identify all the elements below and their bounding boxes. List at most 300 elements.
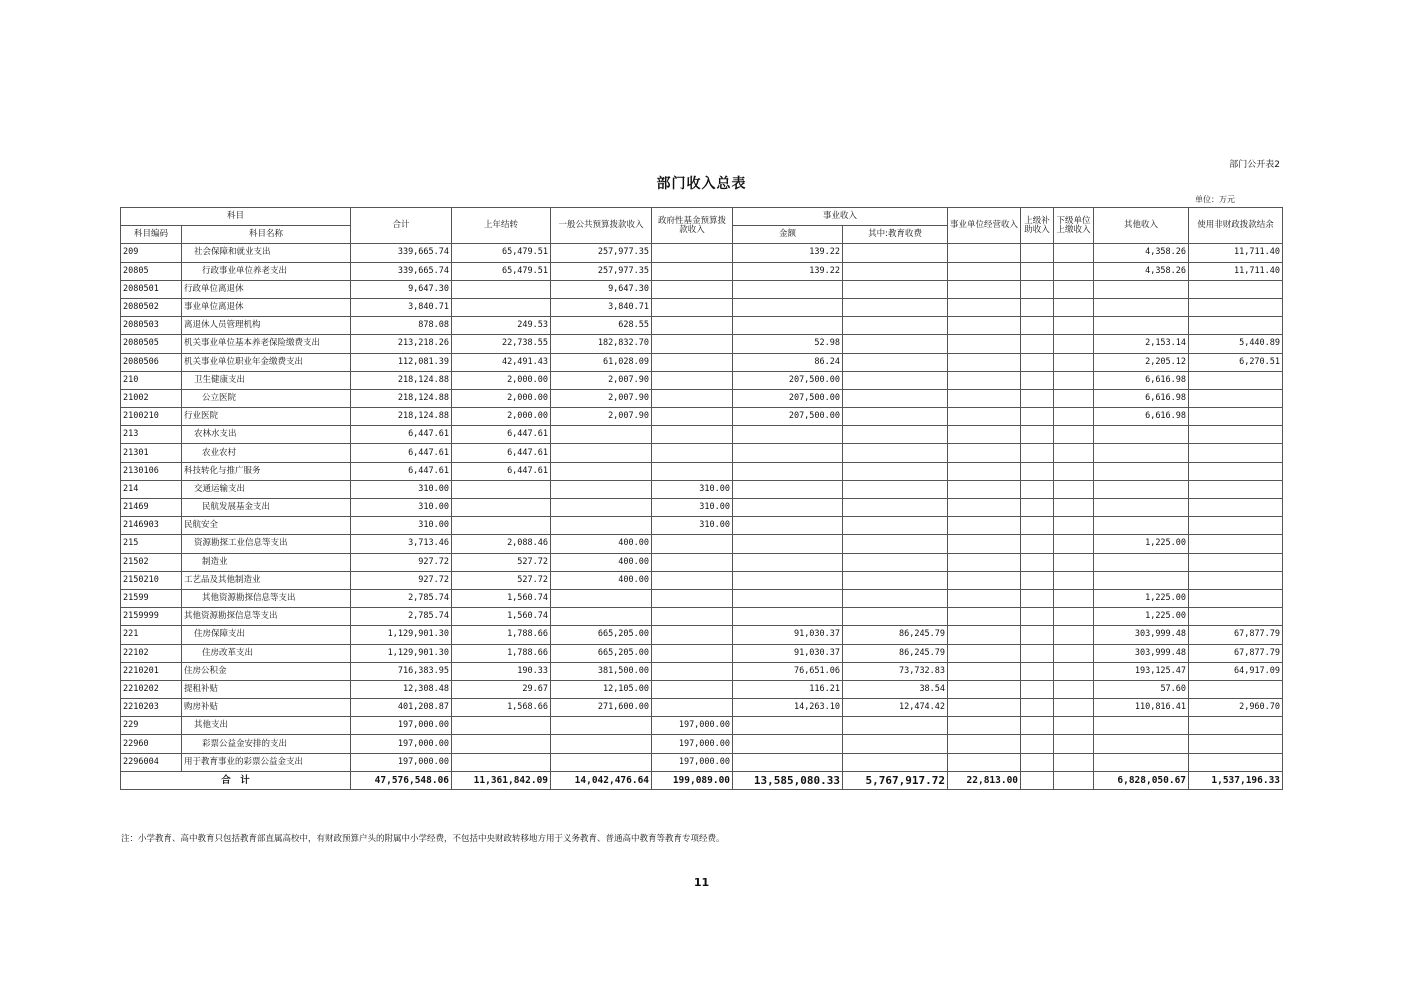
totals-general: 14,042,476.64 <box>551 771 652 789</box>
cell-gov-fund <box>652 426 733 444</box>
cell-carryover <box>452 298 551 316</box>
row-code: 2080502 <box>121 298 182 316</box>
cell-gov-fund <box>652 644 733 662</box>
cell-general <box>551 480 652 498</box>
cell-gov-fund <box>652 371 733 389</box>
cell-subordinate <box>1054 244 1094 262</box>
cell-amount: 116.21 <box>733 680 843 698</box>
cell-tuition <box>843 608 948 626</box>
table-row <box>121 480 1283 498</box>
cell-carryover <box>452 735 551 753</box>
cell-subordinate <box>1054 699 1094 717</box>
cell-total: 6,447.61 <box>351 444 452 462</box>
cell-non-fiscal: 11,711.40 <box>1189 244 1283 262</box>
cell-carryover: 65,479.51 <box>452 262 551 280</box>
cell-gov-fund: 310.00 <box>652 480 733 498</box>
cell-other <box>1094 426 1189 444</box>
cell-general <box>551 444 652 462</box>
cell-gov-fund <box>652 571 733 589</box>
table-row <box>121 680 1283 698</box>
cell-operating <box>948 717 1021 735</box>
cell-carryover <box>452 517 551 535</box>
cell-amount <box>733 535 843 553</box>
cell-general: 400.00 <box>551 535 652 553</box>
cell-carryover: 527.72 <box>452 571 551 589</box>
cell-carryover: 2,088.46 <box>452 535 551 553</box>
cell-total: 2,785.74 <box>351 589 452 607</box>
cell-superior <box>1021 608 1054 626</box>
cell-superior <box>1021 644 1054 662</box>
cell-non-fiscal <box>1189 408 1283 426</box>
table-row <box>121 298 1283 316</box>
cell-amount: 207,500.00 <box>733 371 843 389</box>
cell-general <box>551 589 652 607</box>
cell-subordinate <box>1054 444 1094 462</box>
row-name: 科技转化与推广服务 <box>182 462 351 480</box>
cell-superior <box>1021 353 1054 371</box>
row-code: 22102 <box>121 644 182 662</box>
cell-gov-fund <box>652 389 733 407</box>
row-name: 其他资源勘探信息等支出 <box>182 589 351 607</box>
row-name: 事业单位离退休 <box>182 298 351 316</box>
cell-other: 2,153.14 <box>1094 335 1189 353</box>
table-row <box>121 317 1283 335</box>
cell-operating <box>948 753 1021 771</box>
table-row <box>121 644 1283 662</box>
cell-superior <box>1021 244 1054 262</box>
row-name: 工艺品及其他制造业 <box>182 571 351 589</box>
cell-superior <box>1021 298 1054 316</box>
cell-carryover: 2,000.00 <box>452 389 551 407</box>
cell-subordinate <box>1054 608 1094 626</box>
cell-amount: 139.22 <box>733 244 843 262</box>
header-operating: 事业单位经营收入 <box>948 208 1021 244</box>
cell-non-fiscal: 2,960.70 <box>1189 699 1283 717</box>
cell-total: 878.08 <box>351 317 452 335</box>
cell-total: 218,124.88 <box>351 371 452 389</box>
cell-non-fiscal: 5,440.89 <box>1189 335 1283 353</box>
cell-subordinate <box>1054 571 1094 589</box>
cell-gov-fund <box>652 699 733 717</box>
cell-total: 112,081.39 <box>351 353 452 371</box>
cell-amount: 207,500.00 <box>733 408 843 426</box>
header-general-budget: 一般公共预算拨款收入 <box>551 208 652 244</box>
row-name: 住房保障支出 <box>182 626 351 644</box>
cell-total: 310.00 <box>351 517 452 535</box>
cell-tuition: 38.54 <box>843 680 948 698</box>
cell-subordinate <box>1054 408 1094 426</box>
cell-gov-fund <box>652 608 733 626</box>
cell-gov-fund <box>652 262 733 280</box>
cell-other: 110,816.41 <box>1094 699 1189 717</box>
cell-general <box>551 517 652 535</box>
cell-superior <box>1021 480 1054 498</box>
cell-tuition: 86,245.79 <box>843 644 948 662</box>
header-non-fiscal: 使用非财政拨款结余 <box>1189 208 1283 244</box>
row-name: 机关事业单位职业年金缴费支出 <box>182 353 351 371</box>
cell-total: 310.00 <box>351 499 452 517</box>
cell-gov-fund: 197,000.00 <box>652 735 733 753</box>
totals-tuition: 5,767,917.72 <box>843 771 948 789</box>
cell-superior <box>1021 462 1054 480</box>
header-other: 其他收入 <box>1094 208 1189 244</box>
cell-non-fiscal <box>1189 480 1283 498</box>
cell-other <box>1094 499 1189 517</box>
cell-general: 271,600.00 <box>551 699 652 717</box>
income-summary-table <box>120 207 1283 790</box>
cell-amount <box>733 753 843 771</box>
cell-subordinate <box>1054 317 1094 335</box>
cell-other: 2,205.12 <box>1094 353 1189 371</box>
cell-tuition <box>843 353 948 371</box>
cell-subordinate <box>1054 553 1094 571</box>
totals-carryover: 11,361,842.09 <box>452 771 551 789</box>
cell-tuition <box>843 444 948 462</box>
cell-superior <box>1021 317 1054 335</box>
cell-general: 2,007.90 <box>551 389 652 407</box>
cell-operating <box>948 699 1021 717</box>
cell-carryover <box>452 499 551 517</box>
cell-carryover: 42,491.43 <box>452 353 551 371</box>
cell-total: 197,000.00 <box>351 717 452 735</box>
cell-gov-fund <box>652 244 733 262</box>
cell-total: 927.72 <box>351 571 452 589</box>
cell-carryover: 527.72 <box>452 553 551 571</box>
cell-superior <box>1021 735 1054 753</box>
header-business-income: 事业收入 <box>733 208 948 226</box>
cell-carryover: 6,447.61 <box>452 462 551 480</box>
cell-other <box>1094 517 1189 535</box>
row-code: 2080505 <box>121 335 182 353</box>
cell-total: 9,647.30 <box>351 280 452 298</box>
table-row <box>121 389 1283 407</box>
cell-other <box>1094 717 1189 735</box>
cell-operating <box>948 553 1021 571</box>
cell-other: 57.60 <box>1094 680 1189 698</box>
cell-total: 339,665.74 <box>351 244 452 262</box>
cell-general: 665,205.00 <box>551 644 652 662</box>
cell-gov-fund <box>652 680 733 698</box>
totals-non-fiscal: 1,537,196.33 <box>1189 771 1283 789</box>
cell-other: 6,616.98 <box>1094 408 1189 426</box>
totals-other: 6,828,050.67 <box>1094 771 1189 789</box>
cell-non-fiscal: 67,877.79 <box>1189 644 1283 662</box>
cell-subordinate <box>1054 535 1094 553</box>
cell-amount: 76,651.06 <box>733 662 843 680</box>
table-row <box>121 353 1283 371</box>
cell-superior <box>1021 499 1054 517</box>
cell-tuition: 86,245.79 <box>843 626 948 644</box>
cell-operating <box>948 571 1021 589</box>
cell-total: 1,129,901.30 <box>351 644 452 662</box>
cell-carryover: 6,447.61 <box>452 426 551 444</box>
cell-gov-fund <box>652 317 733 335</box>
table-row <box>121 262 1283 280</box>
cell-total: 213,218.26 <box>351 335 452 353</box>
totals-amount: 13,585,080.33 <box>733 771 843 789</box>
cell-tuition <box>843 499 948 517</box>
table-row <box>121 589 1283 607</box>
cell-non-fiscal <box>1189 371 1283 389</box>
cell-gov-fund: 310.00 <box>652 499 733 517</box>
cell-total: 339,665.74 <box>351 262 452 280</box>
cell-operating <box>948 517 1021 535</box>
cell-superior <box>1021 553 1054 571</box>
cell-amount: 91,030.37 <box>733 626 843 644</box>
cell-non-fiscal <box>1189 735 1283 753</box>
row-code: 210 <box>121 371 182 389</box>
cell-tuition <box>843 262 948 280</box>
cell-gov-fund <box>652 626 733 644</box>
cell-superior <box>1021 444 1054 462</box>
cell-operating <box>948 626 1021 644</box>
cell-general: 628.55 <box>551 317 652 335</box>
cell-subordinate <box>1054 753 1094 771</box>
row-name: 其他资源勘探信息等支出 <box>182 608 351 626</box>
cell-superior <box>1021 426 1054 444</box>
cell-general: 2,007.90 <box>551 408 652 426</box>
cell-gov-fund <box>652 408 733 426</box>
row-name: 行政单位离退休 <box>182 280 351 298</box>
cell-subordinate <box>1054 389 1094 407</box>
cell-gov-fund: 197,000.00 <box>652 753 733 771</box>
cell-superior <box>1021 262 1054 280</box>
cell-operating <box>948 353 1021 371</box>
cell-amount <box>733 589 843 607</box>
cell-other: 193,125.47 <box>1094 662 1189 680</box>
totals-row <box>121 771 1283 789</box>
cell-subordinate <box>1054 462 1094 480</box>
table-row <box>121 371 1283 389</box>
cell-general: 2,007.90 <box>551 371 652 389</box>
cell-subordinate <box>1054 644 1094 662</box>
cell-amount <box>733 462 843 480</box>
cell-operating <box>948 408 1021 426</box>
header-superior-subsidy: 上级补助收入 <box>1021 208 1054 244</box>
table-row <box>121 717 1283 735</box>
cell-superior <box>1021 280 1054 298</box>
table-row <box>121 608 1283 626</box>
row-code: 2159999 <box>121 608 182 626</box>
cell-tuition <box>843 426 948 444</box>
cell-carryover: 1,788.66 <box>452 626 551 644</box>
cell-operating <box>948 662 1021 680</box>
header-amount: 金额 <box>733 226 843 244</box>
cell-operating <box>948 589 1021 607</box>
totals-superior <box>1021 771 1054 789</box>
cell-other <box>1094 298 1189 316</box>
cell-total: 6,447.61 <box>351 462 452 480</box>
cell-non-fiscal: 64,917.09 <box>1189 662 1283 680</box>
table-row <box>121 626 1283 644</box>
cell-superior <box>1021 535 1054 553</box>
cell-total: 716,383.95 <box>351 662 452 680</box>
cell-amount <box>733 480 843 498</box>
cell-superior <box>1021 699 1054 717</box>
row-code: 21002 <box>121 389 182 407</box>
row-code: 2210202 <box>121 680 182 698</box>
cell-other: 4,358.26 <box>1094 244 1189 262</box>
cell-other: 303,999.48 <box>1094 644 1189 662</box>
header-tuition: 其中:教育收费 <box>843 226 948 244</box>
cell-subordinate <box>1054 735 1094 753</box>
cell-total: 310.00 <box>351 480 452 498</box>
cell-operating <box>948 389 1021 407</box>
row-name: 行业医院 <box>182 408 351 426</box>
cell-tuition <box>843 535 948 553</box>
cell-amount <box>733 444 843 462</box>
row-code: 2080503 <box>121 317 182 335</box>
cell-non-fiscal <box>1189 517 1283 535</box>
cell-operating <box>948 335 1021 353</box>
table-row <box>121 426 1283 444</box>
cell-subordinate <box>1054 626 1094 644</box>
table-row <box>121 517 1283 535</box>
row-name: 住房公积金 <box>182 662 351 680</box>
cell-gov-fund <box>652 462 733 480</box>
row-code: 2130106 <box>121 462 182 480</box>
row-name: 卫生健康支出 <box>182 371 351 389</box>
cell-gov-fund <box>652 353 733 371</box>
row-name: 社会保障和就业支出 <box>182 244 351 262</box>
cell-tuition <box>843 408 948 426</box>
cell-subordinate <box>1054 371 1094 389</box>
cell-gov-fund <box>652 444 733 462</box>
cell-operating <box>948 426 1021 444</box>
row-code: 2080501 <box>121 280 182 298</box>
cell-other: 1,225.00 <box>1094 535 1189 553</box>
cell-amount: 86.24 <box>733 353 843 371</box>
cell-amount <box>733 735 843 753</box>
cell-other <box>1094 553 1189 571</box>
cell-carryover: 65,479.51 <box>452 244 551 262</box>
table-row <box>121 335 1283 353</box>
cell-subordinate <box>1054 280 1094 298</box>
cell-gov-fund: 310.00 <box>652 517 733 535</box>
row-name: 提租补贴 <box>182 680 351 698</box>
cell-non-fiscal <box>1189 444 1283 462</box>
cell-carryover: 190.33 <box>452 662 551 680</box>
cell-non-fiscal <box>1189 680 1283 698</box>
table-row <box>121 735 1283 753</box>
cell-non-fiscal <box>1189 298 1283 316</box>
cell-subordinate <box>1054 298 1094 316</box>
cell-amount: 14,263.10 <box>733 699 843 717</box>
cell-other <box>1094 317 1189 335</box>
page-number: 11 <box>693 876 710 889</box>
cell-non-fiscal <box>1189 535 1283 553</box>
row-code: 2150210 <box>121 571 182 589</box>
row-code: 22960 <box>121 735 182 753</box>
totals-subordinate <box>1054 771 1094 789</box>
cell-gov-fund <box>652 589 733 607</box>
cell-gov-fund <box>652 662 733 680</box>
cell-tuition <box>843 753 948 771</box>
cell-operating <box>948 535 1021 553</box>
row-code: 20805 <box>121 262 182 280</box>
cell-non-fiscal <box>1189 462 1283 480</box>
row-name: 机关事业单位基本养老保险缴费支出 <box>182 335 351 353</box>
table-row <box>121 535 1283 553</box>
cell-amount <box>733 499 843 517</box>
cell-operating <box>948 244 1021 262</box>
table-row <box>121 280 1283 298</box>
cell-non-fiscal: 11,711.40 <box>1189 262 1283 280</box>
cell-other: 303,999.48 <box>1094 626 1189 644</box>
cell-subordinate <box>1054 717 1094 735</box>
cell-subordinate <box>1054 426 1094 444</box>
footnote: 注：小学教育、高中教育只包括教育部直属高校中，有财政预算户头的附属中小学经费，不包括中央财政转移地方用于义务教育、普通高中教育等教育专项经费。 <box>121 834 725 844</box>
cell-operating <box>948 499 1021 517</box>
cell-total: 218,124.88 <box>351 389 452 407</box>
row-name: 民航发展基金支出 <box>182 499 351 517</box>
cell-non-fiscal <box>1189 553 1283 571</box>
cell-subordinate <box>1054 662 1094 680</box>
row-code: 209 <box>121 244 182 262</box>
cell-other: 6,616.98 <box>1094 371 1189 389</box>
cell-superior <box>1021 389 1054 407</box>
unit-label: 单位：万元 <box>1195 195 1235 204</box>
cell-carryover: 2,000.00 <box>452 371 551 389</box>
row-name: 公立医院 <box>182 389 351 407</box>
cell-tuition <box>843 317 948 335</box>
cell-tuition <box>843 735 948 753</box>
row-name: 交通运输支出 <box>182 480 351 498</box>
row-name: 离退休人员管理机构 <box>182 317 351 335</box>
row-name: 制造业 <box>182 553 351 571</box>
cell-general: 400.00 <box>551 571 652 589</box>
cell-amount: 139.22 <box>733 262 843 280</box>
cell-amount <box>733 426 843 444</box>
cell-gov-fund <box>652 298 733 316</box>
header-name: 科目名称 <box>182 226 351 244</box>
cell-tuition <box>843 462 948 480</box>
cell-amount <box>733 298 843 316</box>
cell-superior <box>1021 571 1054 589</box>
cell-gov-fund: 197,000.00 <box>652 717 733 735</box>
row-code: 2100210 <box>121 408 182 426</box>
cell-superior <box>1021 408 1054 426</box>
row-name: 资源勘探工业信息等支出 <box>182 535 351 553</box>
row-code: 229 <box>121 717 182 735</box>
cell-general <box>551 735 652 753</box>
cell-general: 9,647.30 <box>551 280 652 298</box>
cell-tuition <box>843 371 948 389</box>
cell-tuition: 73,732.83 <box>843 662 948 680</box>
row-code: 21301 <box>121 444 182 462</box>
cell-other: 1,225.00 <box>1094 608 1189 626</box>
table-row <box>121 699 1283 717</box>
totals-total: 47,576,548.06 <box>351 771 452 789</box>
cell-carryover: 6,447.61 <box>452 444 551 462</box>
cell-general: 257,977.35 <box>551 262 652 280</box>
cell-tuition <box>843 480 948 498</box>
row-name: 其他支出 <box>182 717 351 735</box>
cell-operating <box>948 462 1021 480</box>
cell-total: 197,000.00 <box>351 735 452 753</box>
header-carryover: 上年结转 <box>452 208 551 244</box>
page-title: 部门收入总表 <box>656 176 747 192</box>
cell-non-fiscal <box>1189 280 1283 298</box>
row-code: 2080506 <box>121 353 182 371</box>
cell-other <box>1094 571 1189 589</box>
cell-tuition <box>843 335 948 353</box>
cell-superior <box>1021 753 1054 771</box>
row-code: 2146903 <box>121 517 182 535</box>
cell-non-fiscal <box>1189 717 1283 735</box>
cell-subordinate <box>1054 499 1094 517</box>
cell-tuition <box>843 517 948 535</box>
